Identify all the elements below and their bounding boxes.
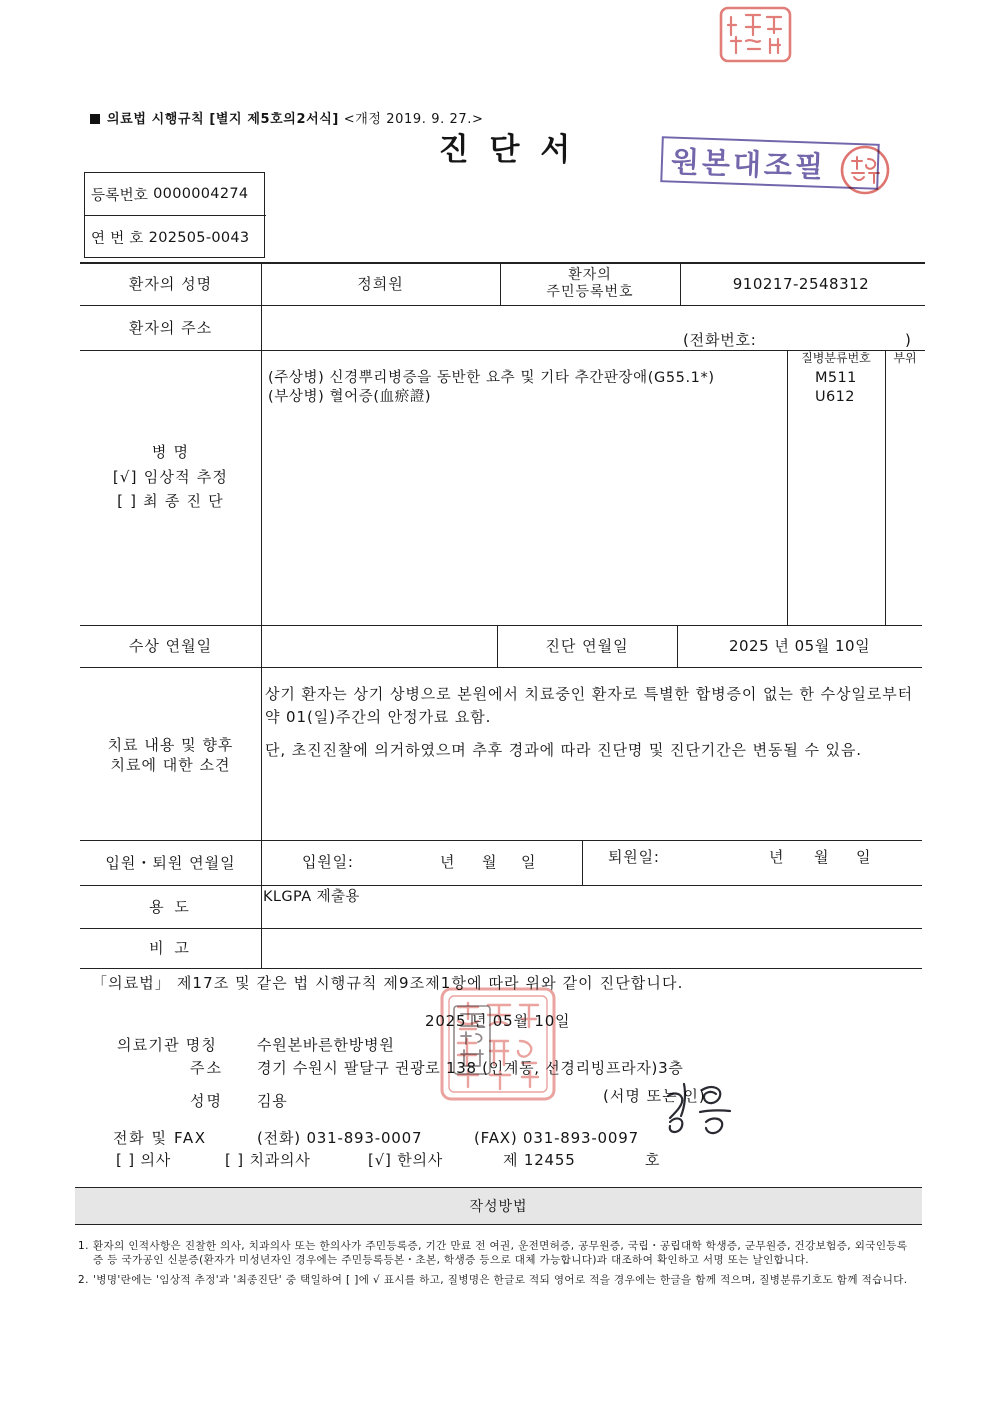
- institution-name-value: 수원본바른한방병원: [257, 1036, 395, 1054]
- disease-code-primary: M511: [815, 370, 857, 386]
- signature-hint: (서명 또는 인): [603, 1087, 706, 1105]
- instruction-item: [78, 1274, 913, 1288]
- table-rule: [80, 667, 922, 668]
- certification-date: 2025 년 05월 10일: [425, 1012, 571, 1030]
- patient-phone-close: ): [905, 331, 912, 349]
- treatment-opinion-label-line1: 치료 내용 및 향후: [107, 736, 234, 754]
- injury-date-label: 수상 연월일: [128, 637, 213, 655]
- discharge-day-unit: 일: [856, 848, 872, 866]
- admission-day-unit: 일: [521, 853, 537, 871]
- diagnosis-option-final: [ ] 최 종 진 단: [117, 492, 224, 510]
- form-law-ref: 의료법 시행규칙 [별지 제5호의2서식]: [107, 112, 339, 127]
- discharge-month-unit: 월: [814, 848, 830, 866]
- purpose-label: 용 도: [149, 897, 192, 916]
- diagnosis-option-clinical: [√] 임상적 추정: [112, 467, 229, 486]
- disease-code-header: 질병분류번호: [801, 351, 871, 365]
- disease-code-secondary: U612: [815, 389, 855, 405]
- disease-code-list: [815, 369, 857, 407]
- license-type-oriental-doctor: [√] 한의사: [368, 1151, 444, 1169]
- corner-seal-stamp: [718, 5, 794, 65]
- phone-fax-label: 전화 및 FAX: [113, 1129, 207, 1147]
- square-bullet-icon: [90, 114, 100, 124]
- treatment-opinion-paragraph: 단, 초진진찰에 의거하였으며 추후 경과에 따라 진단명 및 진단기간은 변동될 수 있음.: [265, 741, 862, 759]
- doctor-signature: [640, 1076, 752, 1142]
- purpose-value: KLGPA 제출용: [263, 889, 360, 905]
- diagnosis-primary: (주상병) 신경뿌리병증을 동반한 요추 및 기타 추간판장애(G55.1*): [268, 370, 715, 386]
- instruction-item: [78, 1240, 913, 1267]
- institution-fax: (FAX) 031-893-0097: [474, 1129, 639, 1147]
- diagnosis-label: 병 명: [151, 443, 190, 461]
- institution-address-value: 경기 수원시 팔달구 권광로 138 (인계동, 선경리빙프라자)3층: [257, 1059, 684, 1077]
- instruction-text: '병명'란에는 '임상적 추정'과 '최종진단' 중 택일하여 [ ]에 √ 표시를 하고, 질병명은 한글로 적되 영어로 적을 경우에는 한글을 함께 적으며, 질병분류기호도 함께 적습니다.: [93, 1274, 908, 1286]
- serial-number-row: [85, 216, 266, 259]
- patient-phone-label: (전화번호:: [683, 331, 757, 349]
- treatment-opinion-label-line2: 치료에 대한 소견: [110, 756, 231, 774]
- certified-copy-stamp-text: 원본대조필: [670, 144, 827, 184]
- license-number-suffix: 호: [645, 1151, 661, 1169]
- discharge-year-unit: 년: [769, 848, 785, 866]
- registration-box: [84, 172, 265, 258]
- registration-number-row: [85, 173, 266, 216]
- admission-discharge-label: 입원・퇴원 연월일: [105, 853, 236, 872]
- remarks-label: 비 고: [149, 939, 192, 957]
- table-rule-bottom: [80, 968, 922, 969]
- serial-number-value: 202505-0043: [148, 229, 250, 246]
- patient-rrn-value: 910217-2548312: [732, 275, 870, 293]
- instruction-number: 1.: [78, 1240, 89, 1252]
- patient-rrn-label: [500, 263, 680, 305]
- admission-month-unit: 월: [482, 853, 498, 871]
- license-number: 제 12455: [503, 1151, 576, 1169]
- instructions-header: [75, 1187, 922, 1225]
- table-rule: [885, 350, 886, 625]
- page-title: 진 단 서: [438, 132, 576, 168]
- license-type-doctor: [ ] 의사: [116, 1151, 172, 1169]
- form-reference: [90, 108, 484, 127]
- table-rule-label-divider: [261, 262, 262, 968]
- serial-number-label: 연 번 호: [91, 231, 144, 247]
- treatment-opinion-paragraph: 상기 환자는 상기 상병으로 본원에서 치료중인 환자로 특별한 합병증이 없는 한 수상일로부터 약 01(일)주간의 안정가료 요함.: [265, 685, 913, 726]
- treatment-opinion-text: [265, 683, 913, 762]
- table-rule: [787, 350, 788, 625]
- admission-year-unit: 년: [440, 853, 456, 871]
- diagnosis-date-label: 진단 연월일: [545, 637, 629, 655]
- instruction-text: 환자의 인적사항은 진찰한 의사, 치과의사 또는 한의사가 주민등록증, 기간 만료 전 여권, 운전면허증, 공무원증, 국립・공립대학 학생증, 군무원증, 건강보험증, 외국인등록증 등 국가공인 신분증(환자가 미성년자인 경우에는 주민등록등본・초본, 학생증 등으로 대체 가능합니다)과 대조하여 확인하고 서명 또는 날인합니다.: [93, 1240, 908, 1266]
- patient-rrn-label-line2: 주민등록번호: [546, 284, 634, 300]
- institution-name-label: 의료기관 명칭: [117, 1036, 218, 1054]
- registration-number-label: 등록번호: [91, 187, 149, 204]
- certification-statement: 「의료법」 제17조 및 같은 법 시행규칙 제9조제1항에 따라 위와 같이 진단합니다.: [92, 974, 684, 992]
- form-revision: <개정 2019. 9. 27.>: [343, 112, 484, 127]
- instruction-number: 2.: [78, 1274, 89, 1286]
- patient-name-label: 환자의 성명: [128, 275, 213, 293]
- instructions-list: [78, 1240, 913, 1288]
- discharge-date-label: 퇴원일:: [608, 848, 660, 866]
- patient-name-value: 정희원: [357, 275, 404, 293]
- institution-address-label: 주소: [190, 1059, 223, 1077]
- diagnosis-list: [268, 369, 715, 407]
- instructions-title: 작성방법: [469, 1199, 528, 1215]
- doctor-name-value: 김용: [257, 1092, 288, 1110]
- body-site-header: 부위: [893, 351, 917, 365]
- patient-address-label: 환자의 주소: [128, 318, 213, 337]
- diagnosis-label-block: [80, 440, 261, 514]
- registration-number-value: 0000004274: [153, 186, 249, 202]
- table-rule: [582, 840, 583, 885]
- license-type-dentist: [ ] 치과의사: [225, 1151, 311, 1169]
- admission-date-label: 입원일:: [302, 853, 354, 871]
- round-seal-stamp: [838, 143, 892, 197]
- diagnosis-secondary: (부상병) 혈어증(血瘀證): [268, 389, 432, 405]
- diagnosis-date-value: 2025 년 05월 10일: [728, 637, 871, 655]
- doctor-name-label: 성명: [190, 1092, 223, 1110]
- institution-phone: (전화) 031-893-0007: [257, 1129, 423, 1147]
- treatment-opinion-label: [80, 735, 261, 775]
- patient-rrn-label-line1: 환자의: [568, 267, 612, 283]
